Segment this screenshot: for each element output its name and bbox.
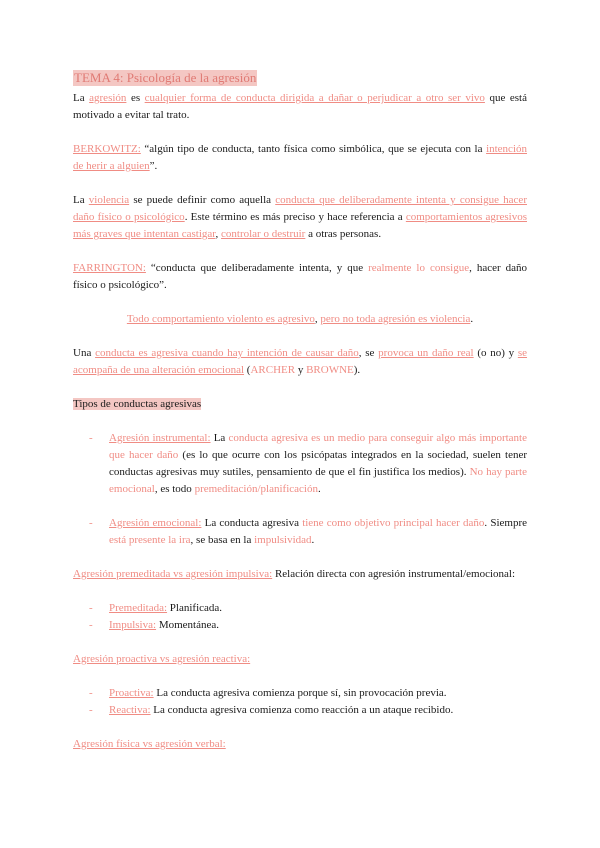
text: La bbox=[210, 432, 229, 444]
keyword-objetivo: tiene como objetivo principal hacer daño bbox=[302, 517, 485, 529]
paragraph-berkowitz bbox=[73, 141, 527, 175]
text: . Siempre bbox=[484, 517, 527, 529]
text: , se bbox=[358, 347, 379, 359]
text: La conducta agresiva comienza porque sí, sin provocación previa. bbox=[153, 687, 447, 699]
keyword-dano-real: provoca un daño real bbox=[378, 347, 474, 359]
list-item bbox=[73, 617, 527, 634]
text: ( bbox=[244, 364, 251, 376]
keyword-impulsiva: Impulsiva: bbox=[109, 619, 157, 631]
text: La bbox=[73, 92, 90, 104]
keyword-agresion: agresión bbox=[89, 92, 127, 104]
text: , hacer daño físico o psicológico”. bbox=[73, 262, 527, 291]
keyword-reactiva: Reactiva: bbox=[109, 704, 151, 716]
list-aggression-types bbox=[73, 430, 527, 549]
dash-bullet: - bbox=[89, 432, 93, 444]
text: (es lo que ocurre con los psicópatas integrados en la sociedad, suelen tener conductas agresivas muy sutiles, pensamiento de que el fin justifica los medios). bbox=[109, 449, 528, 478]
text: . Este término es más preciso y hace referencia a bbox=[184, 211, 406, 223]
text: “conducta que deliberadamente intenta, y que bbox=[145, 262, 369, 274]
list-proactiva-reactiva bbox=[73, 685, 527, 719]
author-berkowitz: BERKOWITZ: bbox=[73, 143, 141, 155]
text: , bbox=[314, 313, 321, 325]
text: . bbox=[470, 313, 474, 325]
keyword-instrumental: Agresión instrumental: bbox=[109, 432, 211, 444]
text: que está motivado a evitar tal trato. bbox=[73, 92, 527, 121]
list-item bbox=[73, 685, 527, 702]
dash-bullet: - bbox=[89, 704, 93, 716]
keyword-controlar: controlar o destruir bbox=[221, 228, 306, 240]
paragraph-violence-vs-aggression bbox=[73, 311, 527, 328]
text: es bbox=[126, 92, 145, 104]
text: Momentánea. bbox=[156, 619, 219, 631]
text: Una bbox=[73, 347, 96, 359]
subheading-premeditada: Agresión premeditada vs agresión impulsiva: bbox=[73, 568, 273, 580]
keyword-consigue: realmente lo consigue bbox=[368, 262, 470, 274]
text: La bbox=[73, 194, 89, 206]
keyword-impulsividad: impulsividad bbox=[254, 534, 312, 546]
text: Planificada. bbox=[167, 602, 223, 614]
keyword-definition: cualquier forma de conducta dirigida a dañar o perjudicar a otro ser vivo bbox=[144, 92, 485, 104]
keyword-emocional: Agresión emocional: bbox=[109, 517, 202, 529]
subheading-proactiva: Agresión proactiva vs agresión reactiva: bbox=[73, 653, 251, 665]
keyword-intencion: intención de herir a alguien bbox=[73, 143, 527, 172]
text: , se basa en la bbox=[190, 534, 255, 546]
keyword-premeditacion: premeditación/planificación bbox=[194, 483, 318, 495]
author-browne: BROWNE bbox=[306, 364, 354, 376]
list-item bbox=[73, 600, 527, 617]
paragraph-proactiva-vs-reactiva bbox=[73, 651, 527, 668]
paragraph-aggression-definition bbox=[73, 90, 527, 124]
paragraph-farrington bbox=[73, 260, 527, 294]
keyword-alteracion: se acompaña de una alteración emocional bbox=[73, 347, 528, 376]
keyword-violencia: violencia bbox=[88, 194, 130, 206]
paragraph-violence-definition bbox=[73, 192, 527, 243]
text: La conducta agresiva bbox=[201, 517, 303, 529]
keyword-comportamientos: comportamientos agresivos más graves que intentan castigar bbox=[73, 211, 527, 240]
text: ). bbox=[353, 364, 361, 376]
paragraph-premeditada-vs-impulsiva bbox=[73, 566, 527, 583]
list-item bbox=[73, 430, 527, 498]
text: “algún tipo de conducta, tanto física como simbólica, que se ejecuta con la bbox=[140, 143, 487, 155]
document-title: TEMA 4: Psicología de la agresión bbox=[74, 70, 257, 85]
text: , bbox=[215, 228, 222, 240]
text: ”. bbox=[149, 160, 158, 172]
author-farrington: FARRINGTON: bbox=[73, 262, 146, 274]
keyword-conducta: conducta que deliberadamente intenta y consigue hacer daño físico o psicológico bbox=[73, 194, 527, 223]
section-heading-text: Tipos de conductas agresivas bbox=[73, 398, 202, 410]
list-spacer bbox=[73, 498, 527, 515]
author-archer: ARCHER bbox=[250, 364, 296, 376]
text: . bbox=[311, 534, 315, 546]
dash-bullet: - bbox=[89, 602, 93, 614]
paragraph-aggressive-conduct bbox=[73, 345, 527, 379]
keyword-no-toda: pero no toda agresión es violencia bbox=[320, 313, 471, 325]
paragraph-fisica-vs-verbal bbox=[73, 736, 527, 753]
text: (o no) y bbox=[473, 347, 518, 359]
keyword-proactiva: Proactiva: bbox=[109, 687, 154, 699]
text: a otras personas. bbox=[305, 228, 382, 240]
text: se puede definir como aquella bbox=[129, 194, 276, 206]
dash-bullet: - bbox=[89, 517, 93, 529]
text: . bbox=[317, 483, 321, 495]
text: La conducta agresiva comienza como reacción a un ataque recibido. bbox=[150, 704, 454, 716]
keyword-premeditada: Premeditada: bbox=[109, 602, 168, 614]
text: y bbox=[295, 364, 307, 376]
keyword-no-emocional: No hay parte emocional bbox=[109, 466, 527, 495]
section-heading-tipos bbox=[73, 396, 527, 413]
text: Relación directa con agresión instrumental/emocional: bbox=[272, 568, 516, 580]
list-item bbox=[73, 702, 527, 719]
keyword-ira: está presente la ira bbox=[109, 534, 191, 546]
keyword-medio: conducta agresiva es un medio para conseguir algo más importante que hacer daño bbox=[109, 432, 527, 461]
dash-bullet: - bbox=[89, 619, 93, 631]
subheading-fisica: Agresión física vs agresión verbal: bbox=[73, 738, 226, 750]
keyword-conducta-agresiva: conducta es agresiva cuando hay intención de causar daño bbox=[95, 347, 359, 359]
list-item bbox=[73, 515, 527, 549]
dash-bullet: - bbox=[89, 687, 93, 699]
text: , es todo bbox=[154, 483, 195, 495]
keyword-todo-comportamiento: Todo comportamiento violento es agresivo bbox=[126, 313, 315, 325]
list-premeditada-impulsiva bbox=[73, 600, 527, 634]
